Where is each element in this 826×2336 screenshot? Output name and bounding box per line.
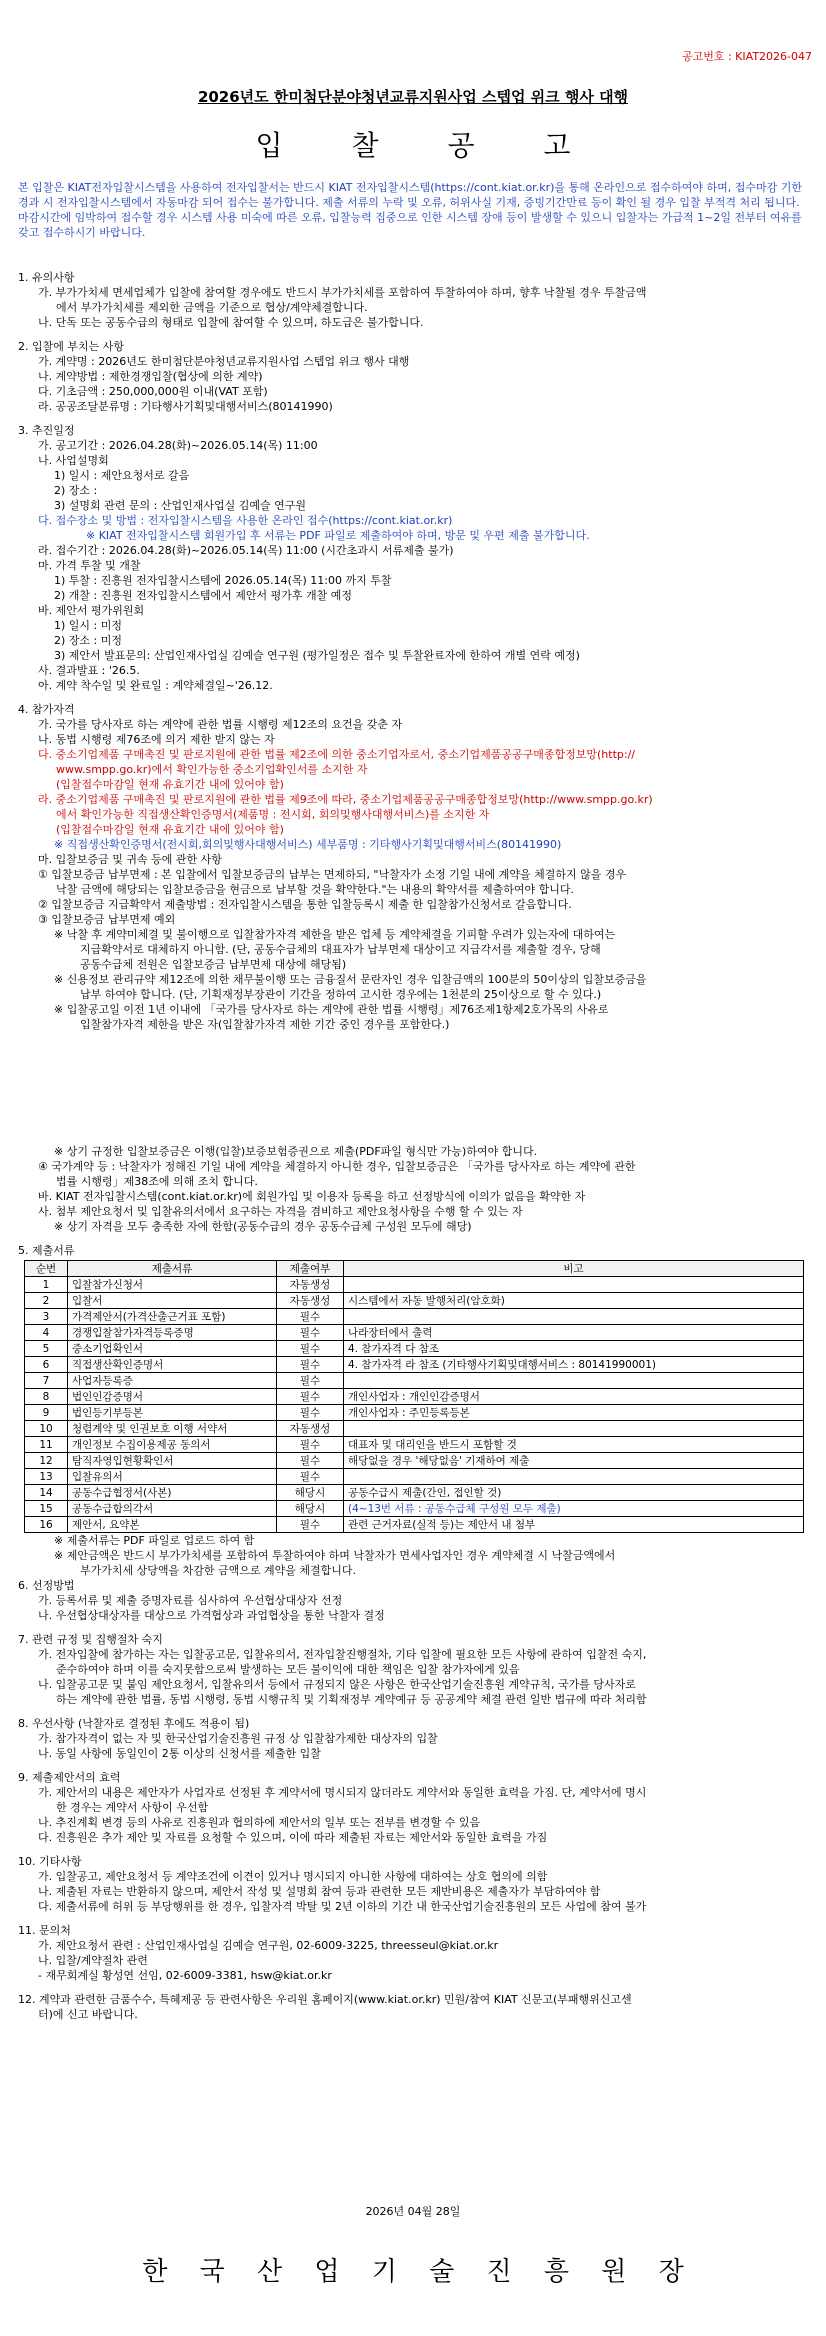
section-line: - 재무회계실 황성연 선임, 02-6009-3381, hsw@kiat.or.kr — [38, 1969, 332, 1982]
table-cell: 나라장터에서 출력 — [344, 1325, 804, 1341]
section-line: 가. 부가가치세 면세업체가 입찰에 참여할 경우에도 반드시 부가가치세를 포함하여 투찰하여야 하며, 향후 낙찰될 경우 투찰금액 — [38, 286, 647, 299]
table-cell: 필수 — [277, 1453, 344, 1469]
table-cell: 필수 — [277, 1341, 344, 1357]
table-row — [25, 1389, 804, 1405]
section-line: 가. 국가를 당사자로 하는 계약에 관한 법률 시행령 제12조의 요건을 갖춘 자 — [38, 718, 403, 731]
section-line: 납부 하여야 합니다. (단, 기획재정부장관이 기간을 정하여 고시한 경우에는 1천분의 25이상으로 할 수 있다.) — [80, 988, 602, 1001]
header-cell: 제출여부 — [277, 1261, 344, 1277]
table-cell: 가격제안서(가격산출근거표 포함) — [68, 1309, 277, 1325]
section-line: 가. 등록서류 및 제출 증명자료를 심사하여 우선협상대상자 선정 — [38, 1594, 343, 1607]
table-cell: 직접생산확인증명서 — [68, 1357, 277, 1373]
table-row — [25, 1469, 804, 1485]
section — [18, 339, 808, 414]
section-line: 다. 중소기업제품 구매촉진 및 판로지원에 관한 법률 제2조에 의한 중소기업자로서, 중소기업제품공공구매종합정보망(http:// — [38, 748, 635, 761]
section-line: 라. 중소기업제품 구매촉진 및 판로지원에 관한 법률 제9조에 따라, 중소기업제품공공구매종합정보망(http://www.smpp.go.kr) — [38, 793, 653, 806]
table-cell: 자동생성 — [277, 1277, 344, 1293]
table-cell: 필수 — [277, 1517, 344, 1533]
table-row — [25, 1277, 804, 1293]
section-line: 다. 접수장소 및 방법 : 전자입찰시스템을 사용한 온라인 접수(https://cont.kiat.or.kr) — [38, 514, 453, 527]
table-cell: 공동수급협정서(사본) — [68, 1485, 277, 1501]
section-line: ③ 입찰보증금 납부면제 예외 — [38, 913, 176, 926]
table-cell: 자동생성 — [277, 1293, 344, 1309]
table-cell: 개인정보 수집이용제공 동의서 — [68, 1437, 277, 1453]
table-cell: 개인사업자 : 개인인감증명서 — [344, 1389, 804, 1405]
section-line: 다. 기초금액 : 250,000,000원 이내(VAT 포함) — [38, 385, 268, 398]
section-line: 나. 추진계획 변경 등의 사유로 진흥원과 협의하에 제안서의 일부 또는 전부를 변경할 수 있음 — [38, 1816, 481, 1829]
table-cell: 2 — [25, 1293, 68, 1309]
section — [18, 702, 808, 1234]
table-row — [25, 1405, 804, 1421]
table-cell: 필수 — [277, 1389, 344, 1405]
section-line: 나. 단독 또는 공동수급의 형태로 입찰에 참여할 수 있으며, 하도급은 불가합니다. — [38, 316, 424, 329]
section-line: 1) 투찰 : 진흥원 전자입찰시스템에 2026.05.14(목) 11:00 까지 투찰 — [54, 574, 392, 587]
section-line: ① 입찰보증금 납부면제 : 본 입찰에서 입찰보증금의 납부는 면제하되, "낙찰자가 소정 기일 내에 계약을 체결하지 않을 경우 — [38, 868, 627, 881]
table-cell: 대표자 및 대리인을 반드시 포함할 것 — [344, 1437, 804, 1453]
table-cell: 7 — [25, 1373, 68, 1389]
header-cell: 제출서류 — [68, 1261, 277, 1277]
section-line: www.smpp.go.kr)에서 확인가능한 중소기업확인서를 소지한 자 — [56, 763, 368, 776]
notice-date: 2026년 04월 28일 — [365, 2205, 461, 2218]
notice-body — [18, 270, 808, 2022]
table-cell: 16 — [25, 1517, 68, 1533]
table-cell: 법인인감증명서 — [68, 1389, 277, 1405]
table-cell: 필수 — [277, 1437, 344, 1453]
section-line: 2) 개찰 : 진흥원 전자입찰시스템에서 제안서 평가후 개찰 예정 — [54, 589, 352, 602]
section-line: 준수하여야 하며 이를 숙지못함으로써 발생하는 모든 불이익에 대한 책임은 입찰 참가자에게 있음 — [56, 1663, 520, 1676]
section-line: 나. 사업설명회 — [38, 454, 109, 467]
section-line: ※ KIAT 전자입찰시스템 회원가입 후 서류는 PDF 파일로 제출하여야 하며, 방문 및 우편 제출 불가합니다. — [86, 529, 590, 542]
table-cell: 입찰서 — [68, 1293, 277, 1309]
table-cell: 입찰참가신청서 — [68, 1277, 277, 1293]
section-submission-documents — [18, 1243, 808, 1578]
table-cell: (4~13번 서류 : 공동수급체 구성원 모두 제출) — [344, 1501, 804, 1517]
table-cell: 12 — [25, 1453, 68, 1469]
section-line: 나. 동일 사항에 동일인이 2통 이상의 신청서를 제출한 입찰 — [38, 1747, 321, 1760]
section-line: 1) 일시 : 제안요청서로 갈음 — [54, 469, 190, 482]
section-line: (입찰접수마감일 현재 유효기간 내에 있어야 함) — [56, 778, 284, 791]
section-line: 1) 일시 : 미정 — [54, 619, 122, 632]
section-title: 12. 계약과 관련한 금품수수, 특혜제공 등 관련사항은 우리원 홈페이지(www.kiat.or.kr) 민원/참여 KIAT 신문고(부패행위신고센 — [18, 1993, 632, 2006]
section-line: 가. 제안서의 내용은 제안자가 사업자로 선정된 후 계약서에 명시되지 않더라도 계약서와 동일한 효력을 가짐. 단, 계약서에 명시 — [38, 1786, 647, 1799]
table-cell: 사업자등록증 — [68, 1373, 277, 1389]
section-title: 8. 우선사항 (낙찰자로 결정된 후에도 적용이 됨) — [18, 1717, 250, 1730]
section-line: ※ 상기 자격을 모두 충족한 자에 한함(공동수급의 경우 공동수급체 구성원 모두에 해당) — [54, 1220, 472, 1233]
section-title: 4. 참가자격 — [18, 703, 75, 716]
table-cell — [344, 1421, 804, 1437]
header-cell: 비고 — [344, 1261, 804, 1277]
section-title: 9. 제출제안서의 효력 — [18, 1771, 121, 1784]
section — [18, 1854, 808, 1914]
documents-table — [24, 1260, 804, 1533]
section-line: 라. 공공조달분류명 : 기타행사기획및대행서비스(80141990) — [38, 400, 333, 413]
table-row — [25, 1373, 804, 1389]
table-cell: 13 — [25, 1469, 68, 1485]
table-cell: 개인사업자 : 주민등록등본 — [344, 1405, 804, 1421]
section-line: 입찰참가자격 제한을 받은 자(입찰참가자격 제한 기간 중인 경우를 포함한다.) — [80, 1018, 450, 1031]
note-line: 부가가치세 상당액을 차감한 금액으로 계약을 체결합니다. — [80, 1564, 357, 1577]
section-line: 나. 계약방법 : 제한경쟁입찰(협상에 의한 계약) — [38, 370, 263, 383]
section-line: 지급확약서로 대체하지 아니함. (단, 공동수급체의 대표자가 납부면제 대상이고 지급각서를 제출할 경우, 당해 — [80, 943, 601, 956]
table-cell: 공동수급합의각서 — [68, 1501, 277, 1517]
section-line: 공동수급체 전원은 입찰보증금 납부면제 대상에 해당됨) — [80, 958, 347, 971]
document-title: 2026년도 한미첨단분야청년교류지원사업 스텝업 위크 행사 대행 — [197, 88, 629, 106]
table-cell: 자동생성 — [277, 1421, 344, 1437]
section-line: ※ 상기 규정한 입찰보증금은 이행(입찰)보증보험증권으로 제출(PDF파일 형식만 가능)하여야 합니다. — [54, 1145, 538, 1158]
table-cell: 법인등기부등본 — [68, 1405, 277, 1421]
section-line: 가. 제안요청서 관련 : 산업인재사업실 김예슬 연구원, 02-6009-3225, threesseul@kiat.or.kr — [38, 1939, 499, 1952]
section-line: 한 경우는 계약서 사항이 우선함 — [56, 1801, 209, 1814]
issuing-organization: 한 국 산 업 기 술 진 흥 원 장 — [142, 2257, 696, 2287]
section-line: 터)에 신고 바랍니다. — [38, 2008, 138, 2021]
notice-heading: 입 찰 공 고 — [255, 129, 601, 162]
section-line: 나. 입찰/계약절차 관련 — [38, 1954, 148, 1967]
section — [18, 1632, 808, 1707]
section-line: 나. 입찰공고문 및 붙임 제안요청서, 입찰유의서 등에서 규정되지 않은 사항은 한국산업기술진흥원 계약규칙, 국가를 당사자로 — [38, 1678, 636, 1691]
section-line: 2) 장소 : 미정 — [54, 634, 122, 647]
table-row — [25, 1293, 804, 1309]
table-cell: 해당없을 경우 '해당없음' 기재하여 제출 — [344, 1453, 804, 1469]
sections-part-2 — [18, 1578, 808, 2022]
section-line: 마. 입찰보증금 및 귀속 등에 관한 사항 — [38, 853, 222, 866]
table-cell: 14 — [25, 1485, 68, 1501]
table-cell: 시스템에서 자동 발행처리(암호화) — [344, 1293, 804, 1309]
table-cell: 9 — [25, 1405, 68, 1421]
table-cell — [344, 1373, 804, 1389]
table-cell: 필수 — [277, 1325, 344, 1341]
table-cell: 10 — [25, 1421, 68, 1437]
table-cell: 중소기업확인서 — [68, 1341, 277, 1357]
section-line: 3) 제안서 발표문의: 산업인재사업실 김예슬 연구원 (평가일정은 접수 및 투찰완료자에 한하여 개별 연락 예정) — [54, 649, 580, 662]
table-row — [25, 1517, 804, 1533]
section-line: 나. 제출된 자료는 반환하지 않으며, 제안서 작성 및 설명회 참여 등과 관련한 모든 제반비용은 제출자가 부담하여야 함 — [38, 1885, 601, 1898]
section-line: ※ 신용정보 관리규약 제12조에 의한 채무불이행 또는 금융질서 문란자인 경우 입찰금액의 100분의 50이상의 입찰보증금을 — [54, 973, 647, 986]
table-cell: 필수 — [277, 1469, 344, 1485]
intro-paragraph: 본 입찰은 KIAT전자입찰시스템을 사용하여 전자입찰서는 반드시 KIAT 전자입찰시스템(https://cont.kiat.or.kr)을 통해 온라인으로 접수하여야 하며, 접수마감 기한 경과 시 전자입찰시스템에서 자동마감 되어 접수는 불가합니다. 제출 서류의 누락 및 오류, 허위사실 기재, 증빙기간만료 등이 확인 될 경우 입찰 부적격 처리 됩니다. 마감시간에 임박하여 접수할 경우 시스템 사용 미숙에 따른 오류, 입찰능력 집중으로 인한 시스템 장애 등이 발생할 수 있으니 입찰자는 가급적 1~2일 전부터 여유를 갖고 접수하시기 바랍니다. — [18, 181, 803, 239]
section-line: 가. 전자입찰에 참가하는 자는 입찰공고문, 입찰유의서, 전자입찰진행절차, 기타 입찰에 필요한 모든 사항에 관하여 입찰전 숙지, — [38, 1648, 647, 1661]
table-cell: 필수 — [277, 1405, 344, 1421]
sections-part-1 — [18, 270, 808, 1234]
section-title: 1. 유의사항 — [18, 271, 75, 284]
table-cell — [344, 1469, 804, 1485]
section-line: 가. 참가자격이 없는 자 및 한국산업기술진흥원 규정 상 입찰참가제한 대상자의 입찰 — [38, 1732, 438, 1745]
section-line: 에서 확인가능한 직접생산확인증명서(제품명 : 전시회, 회의및행사대행서비스)를 소지한 자 — [56, 808, 490, 821]
section — [18, 1992, 808, 2022]
table-cell: 필수 — [277, 1373, 344, 1389]
section-line: 하는 계약에 관한 법률, 동법 시행령, 동법 시행규칙 및 기획재정부 계약예규 등 공공계약 체결 관련 일반 법규에 따라 처리함 — [56, 1693, 647, 1706]
section-line: 아. 계약 착수일 및 완료일 : 계약체결일~'26.12. — [38, 679, 273, 692]
table-row — [25, 1501, 804, 1517]
section-line: ※ 직접생산확인증명서(전시회,회의및행사대행서비스) 세부품명 : 기타행사기획및대행서비스(80141990) — [54, 838, 562, 851]
section-line: 가. 입찰공고, 제안요청서 등 계약조건에 이견이 있거나 명시되지 아니한 사항에 대하여는 상호 협의에 의함 — [38, 1870, 548, 1883]
table-row — [25, 1325, 804, 1341]
section-line: 라. 접수기간 : 2026.04.28(화)~2026.05.14(목) 11:00 (시간초과시 서류제출 불가) — [38, 544, 454, 557]
section-line: ※ 입찰공고일 이전 1년 이내에 「국가를 당사자로 하는 계약에 관한 법률 시행령」제76조제1항제2호가목의 사유로 — [54, 1003, 609, 1016]
note-line: ※ 제출서류는 PDF 파일로 업로드 하여 함 — [54, 1534, 255, 1547]
section-line: (입찰접수마감일 현재 유효기간 내에 있어야 함) — [56, 823, 284, 836]
section-line: 3) 설명회 관련 문의 : 산업인재사업실 김예슬 연구원 — [54, 499, 306, 512]
table-cell: 3 — [25, 1309, 68, 1325]
section-line: ※ 낙찰 후 계약미체결 및 불이행으로 입찰참가자격 제한을 받은 업체 등 계약체결을 기피할 우려가 있는자에 대하여는 — [54, 928, 616, 941]
section-line: 마. 가격 투찰 및 개찰 — [38, 559, 141, 572]
section-line: 법률 시행령」제38조에 의해 조치 합니다. — [56, 1175, 258, 1188]
table-cell: 청렴계약 및 인권보호 이행 서약서 — [68, 1421, 277, 1437]
table-row — [25, 1421, 804, 1437]
table-cell: 관련 근거자료(실적 등)는 제안서 내 첨부 — [344, 1517, 804, 1533]
table-cell: 4. 참가자격 라 참조 (기타행사기획및대행서비스 : 80141990001) — [344, 1357, 804, 1373]
table-cell: 4. 참가자격 다 참조 — [344, 1341, 804, 1357]
section-line: 사. 결과발표 : '26.5. — [38, 664, 140, 677]
section — [18, 270, 808, 330]
table-row — [25, 1357, 804, 1373]
table-cell: 필수 — [277, 1309, 344, 1325]
table-cell: 입찰유의서 — [68, 1469, 277, 1485]
table-cell: 제안서, 요약본 — [68, 1517, 277, 1533]
section-title: 2. 입찰에 부치는 사항 — [18, 340, 124, 353]
table-cell: 경쟁입찰참가자격등록증명 — [68, 1325, 277, 1341]
section-title: 3. 추진일정 — [18, 424, 75, 437]
table-cell: 6 — [25, 1357, 68, 1373]
table-cell — [344, 1277, 804, 1293]
documents-notes — [18, 1533, 808, 1578]
section-line: 나. 우선협상대상자를 대상으로 가격협상과 과업협상을 통한 낙찰자 결정 — [38, 1609, 385, 1622]
section — [18, 1578, 808, 1623]
section — [18, 423, 808, 693]
notice-number: 공고번호 : KIAT2026-047 — [681, 50, 812, 63]
section-line: 다. 진흥원은 추가 제안 및 자료를 요청할 수 있으며, 이에 따라 제출된 자료는 제안서와 동일한 효력을 가짐 — [38, 1831, 548, 1844]
section-title: 7. 관련 규정 및 집행절차 숙지 — [18, 1633, 163, 1646]
section-line: 낙찰 금액에 해당되는 입찰보증금을 현금으로 납부할 것을 확약한다."는 내용의 확약서를 제출하여야 합니다. — [56, 883, 575, 896]
table-cell: 해당시 — [277, 1501, 344, 1517]
section-title: 6. 선정방법 — [18, 1579, 75, 1592]
table-cell — [344, 1309, 804, 1325]
table-cell: 11 — [25, 1437, 68, 1453]
table-row — [25, 1485, 804, 1501]
section-line: 바. 제안서 평가위원회 — [38, 604, 145, 617]
section — [18, 1716, 808, 1761]
table-row — [25, 1341, 804, 1357]
table-cell: 필수 — [277, 1357, 344, 1373]
section-line: 가. 계약명 : 2026년도 한미첨단분야청년교류지원사업 스텝업 위크 행사 대행 — [38, 355, 410, 368]
table-cell: 해당시 — [277, 1485, 344, 1501]
table-header-row — [25, 1261, 804, 1277]
section-title: 11. 문의처 — [18, 1924, 71, 1937]
section-line: 2) 장소 : — [54, 484, 98, 497]
table-cell: 1 — [25, 1277, 68, 1293]
table-cell: 탐직자영입현황확인서 — [68, 1453, 277, 1469]
section-title: 10. 기타사항 — [18, 1855, 82, 1868]
table-cell: 공동수급시 제출(간인, 접인할 것) — [344, 1485, 804, 1501]
section — [18, 1923, 808, 1983]
section-title: 5. 제출서류 — [18, 1244, 75, 1257]
note-line: ※ 제안금액은 반드시 부가가치세를 포함하여 투찰하여야 하며 낙찰자가 면세사업자인 경우 계약체결 시 낙찰금액에서 — [54, 1549, 616, 1562]
table-cell: 5 — [25, 1341, 68, 1357]
table-row — [25, 1437, 804, 1453]
section-line: 나. 동법 시행령 제76조에 의거 제한 받지 않는 자 — [38, 733, 275, 746]
table-row — [25, 1309, 804, 1325]
section-line: ④ 국가계약 등 : 낙찰자가 정해진 기일 내에 계약을 체결하지 아니한 경우, 입찰보증금은 「국가를 당사자로 하는 계약에 관한 — [38, 1160, 636, 1173]
section-line: 다. 제출서류에 허위 등 부당행위를 한 경우, 입찰자격 박탈 및 2년 이하의 기간 내 한국산업기술진흥원의 모든 사업에 참여 불가 — [38, 1900, 647, 1913]
section — [18, 1770, 808, 1845]
section-line: 바. KIAT 전자입찰시스템(cont.kiat.or.kr)에 회원가입 및 이용자 등록을 하고 선정방식에 이의가 없음을 확약한 자 — [38, 1190, 586, 1203]
section-line: 가. 공고기간 : 2026.04.28(화)~2026.05.14(목) 11:00 — [38, 439, 318, 452]
table-row — [25, 1453, 804, 1469]
blank-space — [18, 1032, 808, 1144]
header-cell: 순번 — [25, 1261, 68, 1277]
table-cell: 8 — [25, 1389, 68, 1405]
section-line: 에서 부가가치세를 제외한 금액을 기준으로 협상/계약체결합니다. — [56, 301, 368, 314]
section-line: ② 입찰보증금 지급확약서 제출방법 : 전자입찰시스템을 통한 입찰등록시 제출 한 입찰참가신청서로 갈음합니다. — [38, 898, 572, 911]
table-cell: 4 — [25, 1325, 68, 1341]
table-cell: 15 — [25, 1501, 68, 1517]
section-line: 사. 첨부 제안요청서 및 입찰유의서에서 요구하는 자격을 겸비하고 제안요청사항을 수행 할 수 있는 자 — [38, 1205, 523, 1218]
